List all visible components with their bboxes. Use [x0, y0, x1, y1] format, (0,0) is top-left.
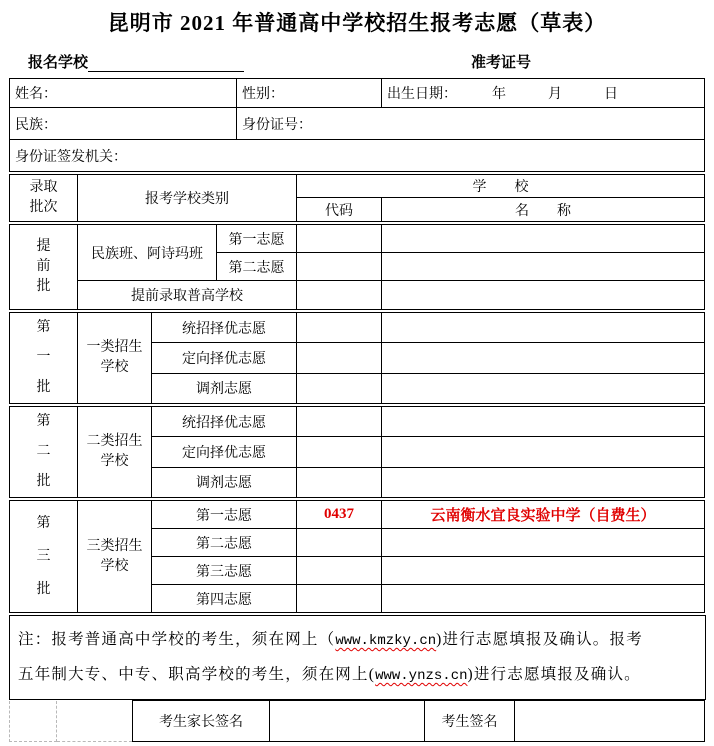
header-category-cell: 报考学校类别: [78, 175, 297, 222]
reg-school-blank-underline[interactable]: [88, 55, 244, 72]
choice-label-cell: 定向择优志愿: [152, 437, 297, 467]
code-input-cell[interactable]: [297, 343, 382, 373]
personal-info-table: [9, 78, 705, 172]
student-signature-input-cell[interactable]: [515, 701, 705, 742]
note-line-2-tail: )进行志愿填报及确认。: [467, 666, 641, 683]
batch-label-cell: [10, 407, 78, 498]
advance-merged-label-cell: 提前录取普高学校: [78, 281, 297, 310]
parent-signature-label-cell: 考生家长签名: [133, 701, 270, 742]
code-input-cell[interactable]: [297, 225, 382, 253]
name-field-cell[interactable]: 姓名：: [10, 79, 237, 108]
code-input-cell[interactable]: [297, 437, 382, 467]
code-input-cell[interactable]: [297, 253, 382, 281]
code-input-cell[interactable]: [297, 373, 382, 403]
note-line-1-text: 注：报考普通高中学校的考生，须在网上（: [18, 631, 336, 648]
choice-label-cell: 调剂志愿: [152, 467, 297, 497]
signature-table: [9, 700, 705, 742]
note-block: [9, 615, 706, 700]
choice-label-cell: 定向择优志愿: [152, 343, 297, 373]
note-line-1-tail: )进行志愿填报及确认。报考: [436, 631, 643, 648]
header-batch-cell: [10, 175, 78, 222]
school-name-input-cell[interactable]: [382, 253, 705, 281]
code-input-cell[interactable]: [297, 467, 382, 497]
group-label-cell: [78, 313, 152, 404]
group-label-cell: [78, 501, 152, 613]
note-url-ynzs: www.ynzs.cn: [375, 668, 468, 684]
code-input-cell[interactable]: [297, 557, 382, 585]
code-input-cell[interactable]: [297, 529, 382, 557]
school-name-value-cell[interactable]: 云南衡水宜良实验中学（自费生）: [382, 501, 705, 529]
batch-label-cell: [10, 501, 78, 613]
grid-stub-cell: [10, 701, 57, 742]
advance-batch-label: 提前批: [36, 239, 51, 294]
school-name-input-cell[interactable]: [382, 585, 705, 613]
school-name-input-cell[interactable]: [382, 373, 705, 403]
school-name-input-cell[interactable]: [382, 557, 705, 585]
choice-label-cell: 统招择优志愿: [152, 407, 297, 437]
note-line-2-text: 五年制大专、中专、职高学校的考生，须在网上(: [18, 666, 376, 683]
code-value-cell[interactable]: 0437: [297, 501, 382, 529]
second-batch-section: [9, 406, 705, 498]
grid-stub-cell: [57, 701, 133, 742]
header-school-cell: 学 校: [297, 175, 705, 198]
group-label-cell: 民族班、阿诗玛班: [78, 225, 217, 281]
code-input-cell[interactable]: [297, 281, 382, 310]
first-batch-label: 第一批: [36, 320, 51, 395]
batch-label-cell: [10, 313, 78, 404]
school-name-input-cell[interactable]: [382, 313, 705, 343]
batch-label-cell: [10, 225, 78, 310]
school-name-input-cell[interactable]: [382, 407, 705, 437]
school-name-input-cell[interactable]: [382, 343, 705, 373]
ethnic-field-cell[interactable]: 民族：: [10, 108, 237, 140]
group-label-cell: [78, 407, 152, 498]
reg-school-label: 报名学校: [28, 55, 89, 71]
school-name-input-cell[interactable]: [382, 281, 705, 310]
choice-label-cell: 第二志愿: [152, 529, 297, 557]
admission-no-label: 准考证号: [471, 55, 532, 71]
id-issuer-field-cell[interactable]: 身份证签发机关：: [10, 140, 705, 172]
third-batch-label: 第三批: [36, 516, 51, 597]
note-url-kmzky: www.kmzky.cn: [335, 633, 437, 649]
school-name-input-cell[interactable]: [382, 529, 705, 557]
gender-field-cell[interactable]: 性别：: [237, 79, 382, 108]
parent-signature-input-cell[interactable]: [270, 701, 425, 742]
header-name-cell: 名 称: [382, 198, 705, 222]
third-batch-group-label: 三类招生学校: [86, 538, 143, 574]
choice-label-cell: 第一志愿: [152, 501, 297, 529]
birthdate-field-cell[interactable]: 出生日期： 年 月 日: [382, 79, 705, 108]
school-name-input-cell[interactable]: [382, 437, 705, 467]
page-title: 昆明市 2021 年普通高中学校招生报考志愿（草表）: [107, 11, 607, 35]
grid-header-table: [9, 174, 705, 222]
choice-label-cell: 第一志愿: [217, 225, 297, 253]
subheader-row: [28, 51, 714, 72]
student-signature-label-cell: 考生签名: [425, 701, 515, 742]
choice-label-cell: 统招择优志愿: [152, 313, 297, 343]
second-batch-group-label: 二类招生学校: [86, 434, 143, 469]
code-input-cell[interactable]: [297, 407, 382, 437]
first-batch-section: [9, 312, 705, 404]
choice-label-cell: 第四志愿: [152, 585, 297, 613]
code-input-cell[interactable]: [297, 585, 382, 613]
school-name-input-cell[interactable]: [382, 467, 705, 497]
note-line-2: [18, 658, 697, 693]
note-line-1: [18, 623, 697, 658]
choice-label-cell: 第二志愿: [217, 253, 297, 281]
advance-batch-section: [9, 224, 705, 310]
school-name-input-cell[interactable]: [382, 225, 705, 253]
header-batch-label: 录取批次: [29, 180, 58, 215]
second-batch-label: 第二批: [36, 414, 51, 489]
choice-label-cell: 第三志愿: [152, 557, 297, 585]
choice-label-cell: 调剂志愿: [152, 373, 297, 403]
third-batch-section: [9, 500, 705, 613]
header-code-cell: 代码: [297, 198, 382, 222]
id-number-field-cell[interactable]: 身份证号：: [237, 108, 705, 140]
code-input-cell[interactable]: [297, 313, 382, 343]
first-batch-group-label: 一类招生学校: [86, 340, 143, 375]
